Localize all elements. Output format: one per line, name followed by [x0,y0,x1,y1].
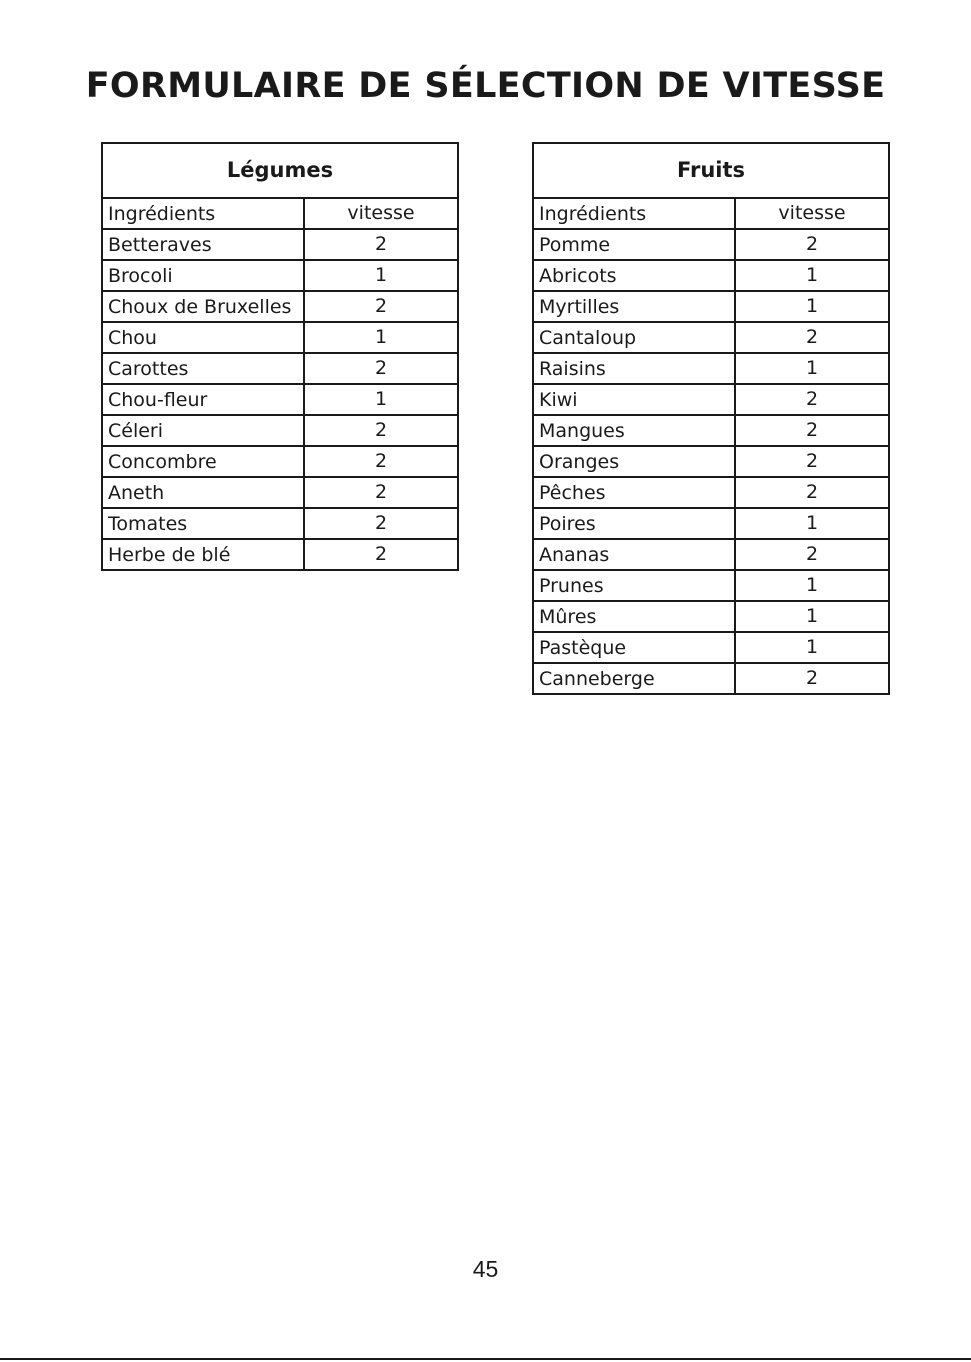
table-row [102,384,458,415]
fruits-table-title: Fruits [533,143,889,198]
table-row [533,384,889,415]
speed-value: 2 [735,384,889,415]
table-row [102,477,458,508]
ingredient-name: Herbe de blé [102,539,304,570]
speed-value: 2 [735,415,889,446]
table-row [533,570,889,601]
speed-value: 1 [304,384,458,415]
ingredient-name: Chou [102,322,304,353]
speed-value: 1 [735,632,889,663]
ingredient-name: Poires [533,508,735,539]
speed-value: 2 [735,322,889,353]
speed-value: 1 [735,508,889,539]
speed-value: 1 [735,570,889,601]
table-row [533,663,889,694]
page-title: FORMULAIRE DE SÉLECTION DE VITESSE [85,66,886,106]
table-row [533,353,889,384]
table-title-row [533,143,889,198]
speed-value: 2 [304,291,458,322]
ingredient-name: Céleri [102,415,304,446]
speed-value: 2 [735,539,889,570]
ingredient-name: Pomme [533,229,735,260]
table-header-row [533,198,889,229]
table-row [102,539,458,570]
table-row [102,291,458,322]
table-row [533,291,889,322]
speed-value: 2 [735,446,889,477]
speed-value: 2 [304,446,458,477]
speed-value: 2 [304,415,458,446]
speed-value: 2 [735,663,889,694]
ingredient-name: Myrtilles [533,291,735,322]
speed-value: 1 [304,260,458,291]
ingredient-name: Betteraves [102,229,304,260]
speed-value: 2 [304,229,458,260]
ingredient-name: Chou-fleur [102,384,304,415]
speed-value: 1 [735,291,889,322]
speed-value: 1 [735,260,889,291]
ingredient-name: Tomates [102,508,304,539]
ingredient-name: Aneth [102,477,304,508]
vegetables-table-title: Légumes [102,143,458,198]
table-row [533,477,889,508]
ingredient-column-header: Ingrédients [533,198,735,229]
ingredient-name: Canneberge [533,663,735,694]
speed-value: 2 [304,353,458,384]
ingredient-name: Carottes [102,353,304,384]
ingredient-name: Oranges [533,446,735,477]
speed-column-header: vitesse [735,198,889,229]
ingredient-column-header: Ingrédients [102,198,304,229]
table-row [533,539,889,570]
ingredient-name: Mangues [533,415,735,446]
ingredient-name: Prunes [533,570,735,601]
ingredient-name: Ananas [533,539,735,570]
table-row [102,229,458,260]
ingredient-name: Pastèque [533,632,735,663]
ingredient-name: Mûres [533,601,735,632]
table-row [533,260,889,291]
vegetables-table [101,142,459,571]
table-row [533,508,889,539]
table-row [102,353,458,384]
fruits-table [532,142,890,695]
speed-value: 1 [735,601,889,632]
table-row [102,260,458,291]
ingredient-name: Cantaloup [533,322,735,353]
ingredient-name: Kiwi [533,384,735,415]
ingredient-name: Choux de Bruxelles [102,291,304,322]
ingredient-name: Concombre [102,446,304,477]
table-row [533,322,889,353]
table-row [533,601,889,632]
speed-value: 1 [735,353,889,384]
table-row [533,632,889,663]
speed-value: 1 [304,322,458,353]
table-row [102,508,458,539]
table-row [533,446,889,477]
page-number: 45 [472,1256,499,1282]
speed-value: 2 [735,477,889,508]
speed-column-header: vitesse [304,198,458,229]
speed-value: 2 [735,229,889,260]
speed-value: 2 [304,508,458,539]
table-row [102,322,458,353]
table-row [533,229,889,260]
table-header-row [102,198,458,229]
bottom-rule [0,1358,971,1360]
table-row [102,415,458,446]
ingredient-name: Pêches [533,477,735,508]
ingredient-name: Raisins [533,353,735,384]
ingredient-name: Brocoli [102,260,304,291]
table-row [102,446,458,477]
table-row [533,415,889,446]
table-title-row [102,143,458,198]
speed-value: 2 [304,477,458,508]
speed-value: 2 [304,539,458,570]
ingredient-name: Abricots [533,260,735,291]
